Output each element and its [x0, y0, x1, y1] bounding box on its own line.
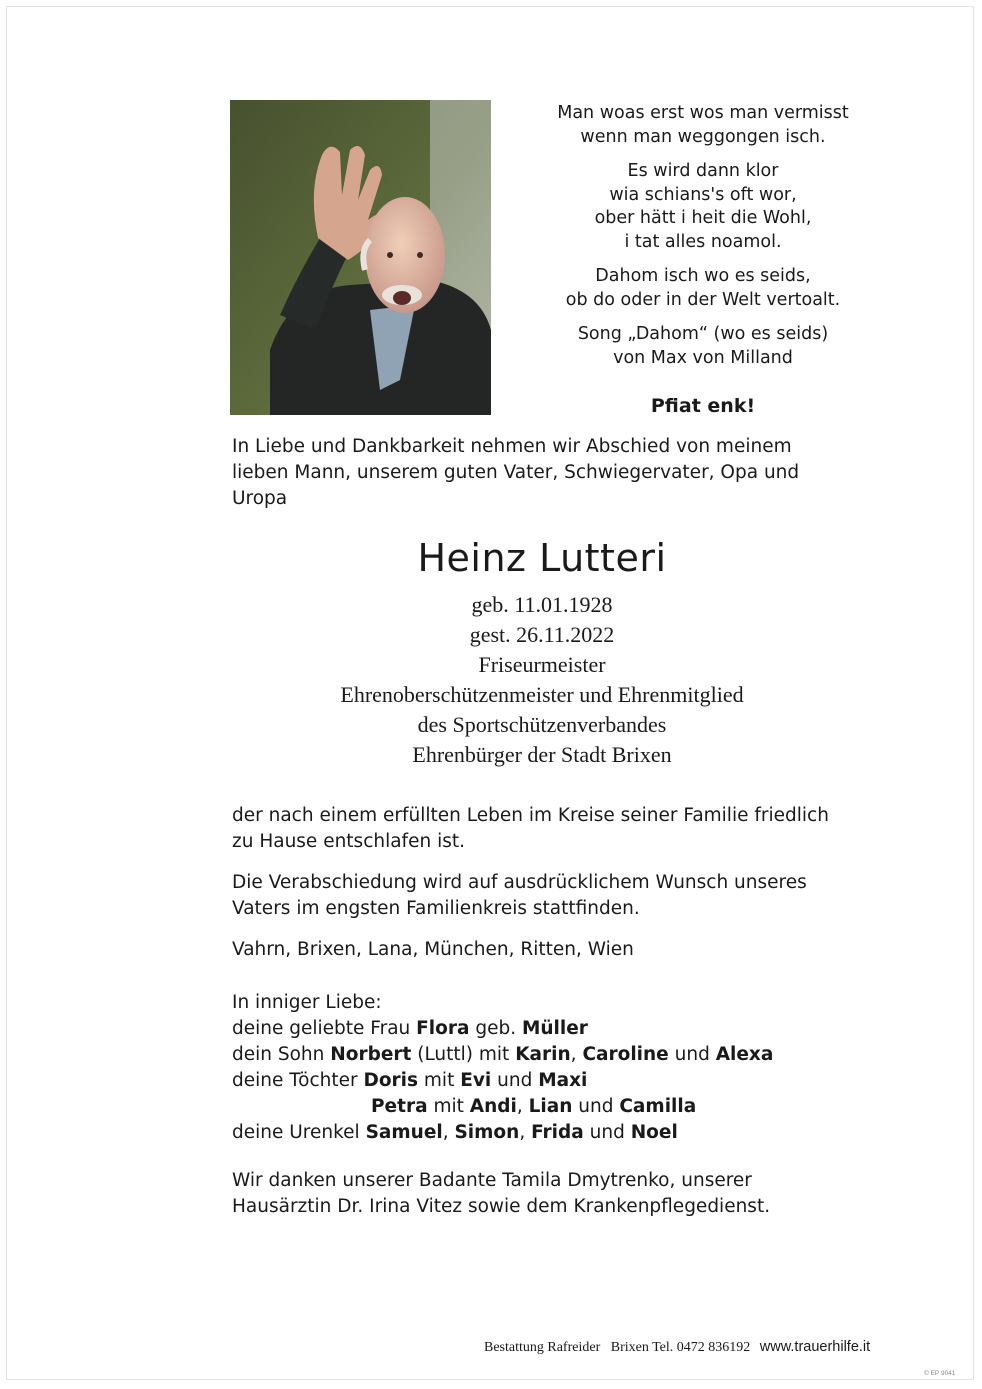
mourner-relation: deine Töchter — [232, 1070, 364, 1091]
birth-date: geb. 11.01.1928 — [471, 592, 613, 617]
mourner-relation: , — [519, 1122, 532, 1143]
mourner-relation: und — [491, 1070, 539, 1091]
mourner-row — [232, 1042, 852, 1068]
deceased-name: Heinz Lutteri — [417, 536, 667, 580]
title-line: Friseurmeister — [478, 652, 606, 677]
title-line: Ehrenoberschützenmeister und Ehrenmitglied — [340, 682, 744, 707]
mourner-relation: (Luttl) mit — [411, 1044, 516, 1065]
mourner-name: Lian — [528, 1096, 573, 1117]
places-text — [232, 937, 852, 963]
mourner-name: Noel — [630, 1122, 678, 1143]
mourner-relation: und — [668, 1044, 716, 1065]
ceremony-text — [232, 870, 852, 922]
poem-line: ober hätt i heit die Wohl, — [594, 208, 812, 228]
mourners-list — [232, 990, 852, 1146]
thanks-line: Hausärztin Dr. Irina Vitez sowie dem Krankenpflegedienst. — [232, 1196, 771, 1217]
mourner-relation: deine geliebte Frau — [232, 1018, 417, 1039]
title-line: Ehrenbürger der Stadt Brixen — [412, 742, 672, 767]
mourner-name: Karin — [515, 1044, 571, 1065]
mourner-name: Frida — [531, 1122, 584, 1143]
poem-line: Song „Dahom“ (wo es seids) — [577, 324, 829, 344]
mourner-relation: , — [442, 1122, 455, 1143]
mourner-row — [232, 1094, 852, 1120]
poem-line: ob do oder in der Welt vertoalt. — [565, 289, 841, 310]
passing-line: der nach einem erfüllten Leben im Kreise seiner Familie friedlich — [232, 805, 829, 826]
mourner-name: Andi — [469, 1096, 517, 1117]
poem-line: Es wird dann klor — [627, 161, 779, 181]
mourner-relation: und — [572, 1096, 620, 1117]
poem-verse — [548, 102, 858, 381]
poem-line: Man woas erst wos man vermisst — [557, 103, 849, 123]
mourner-name: Camilla — [619, 1096, 697, 1117]
poem-line: i tat alles noamol. — [624, 231, 782, 252]
poem-line: von Max von Milland — [613, 347, 793, 368]
mourner-row — [232, 1068, 852, 1094]
deceased-details — [232, 590, 852, 770]
mourner-relation: mit — [427, 1096, 470, 1117]
mourners-heading: In inniger Liebe: — [232, 992, 382, 1013]
mourner-name: Alexa — [715, 1044, 774, 1065]
mourner-name: Petra — [371, 1096, 428, 1117]
mourner-relation: geb. — [469, 1018, 522, 1039]
mourner-name: Caroline — [582, 1044, 669, 1065]
mourner-name: Norbert — [330, 1044, 412, 1065]
portrait-photo — [230, 100, 491, 415]
mourner-name: Flora — [416, 1018, 470, 1039]
mourner-name: Müller — [521, 1018, 588, 1039]
poem-stanza — [548, 102, 858, 149]
places-line: Vahrn, Brixen, Lana, München, Ritten, Wien — [232, 939, 634, 960]
footer — [484, 1339, 870, 1356]
poem-line: wenn man weggongen isch. — [580, 126, 826, 147]
mourner-name: Evi — [460, 1070, 492, 1091]
mourner-relation: , — [570, 1044, 583, 1065]
ceremony-line: Vaters im engsten Familienkreis stattfinden. — [232, 898, 640, 919]
intro-line: Uropa — [232, 488, 288, 509]
mourner-name: Maxi — [538, 1070, 588, 1091]
mourner-relation: deine Urenkel — [232, 1122, 366, 1143]
thanks-text — [232, 1168, 852, 1220]
farewell-phrase: Pfiat enk! — [650, 395, 756, 417]
mourner-row — [232, 1120, 852, 1146]
passing-line: zu Hause entschlafen ist. — [232, 831, 465, 852]
poem-stanza — [548, 265, 858, 312]
website-link[interactable]: www.trauerhilfe.it — [759, 1339, 871, 1355]
mourner-row — [232, 1016, 852, 1042]
intro-line: In Liebe und Dankbarkeit nehmen wir Abschied von meinem — [232, 436, 792, 457]
thanks-line: Wir danken unserer Badante Tamila Dmytrenko, unserer — [232, 1170, 752, 1191]
mourner-name: Doris — [363, 1070, 419, 1091]
undertaker-contact: Bestattung Rafreider Brixen Tel. 0472 836192 — [484, 1340, 751, 1355]
intro-line: lieben Mann, unserem guten Vater, Schwiegervater, Opa und — [232, 462, 800, 483]
death-date: gest. 26.11.2022 — [469, 622, 615, 647]
mourner-relation: und — [583, 1122, 631, 1143]
mourner-name: Simon — [454, 1122, 520, 1143]
poem-stanza — [548, 160, 858, 254]
intro-text — [232, 434, 832, 512]
mourner-relation: dein Sohn — [232, 1044, 331, 1065]
mourner-relation: , — [516, 1096, 529, 1117]
poem-line: Dahom isch wo es seids, — [595, 266, 811, 286]
title-line: des Sportschützenverbandes — [417, 712, 667, 737]
print-code: © EP 9041 — [924, 1370, 956, 1377]
poem-credit — [548, 323, 858, 370]
poem-line: wia schians's oft wor, — [609, 184, 797, 205]
mourner-name: Samuel — [365, 1122, 443, 1143]
mourner-relation: mit — [418, 1070, 461, 1091]
passing-text — [232, 803, 852, 855]
ceremony-line: Die Verabschiedung wird auf ausdrücklichem Wunsch unseres — [232, 872, 807, 893]
